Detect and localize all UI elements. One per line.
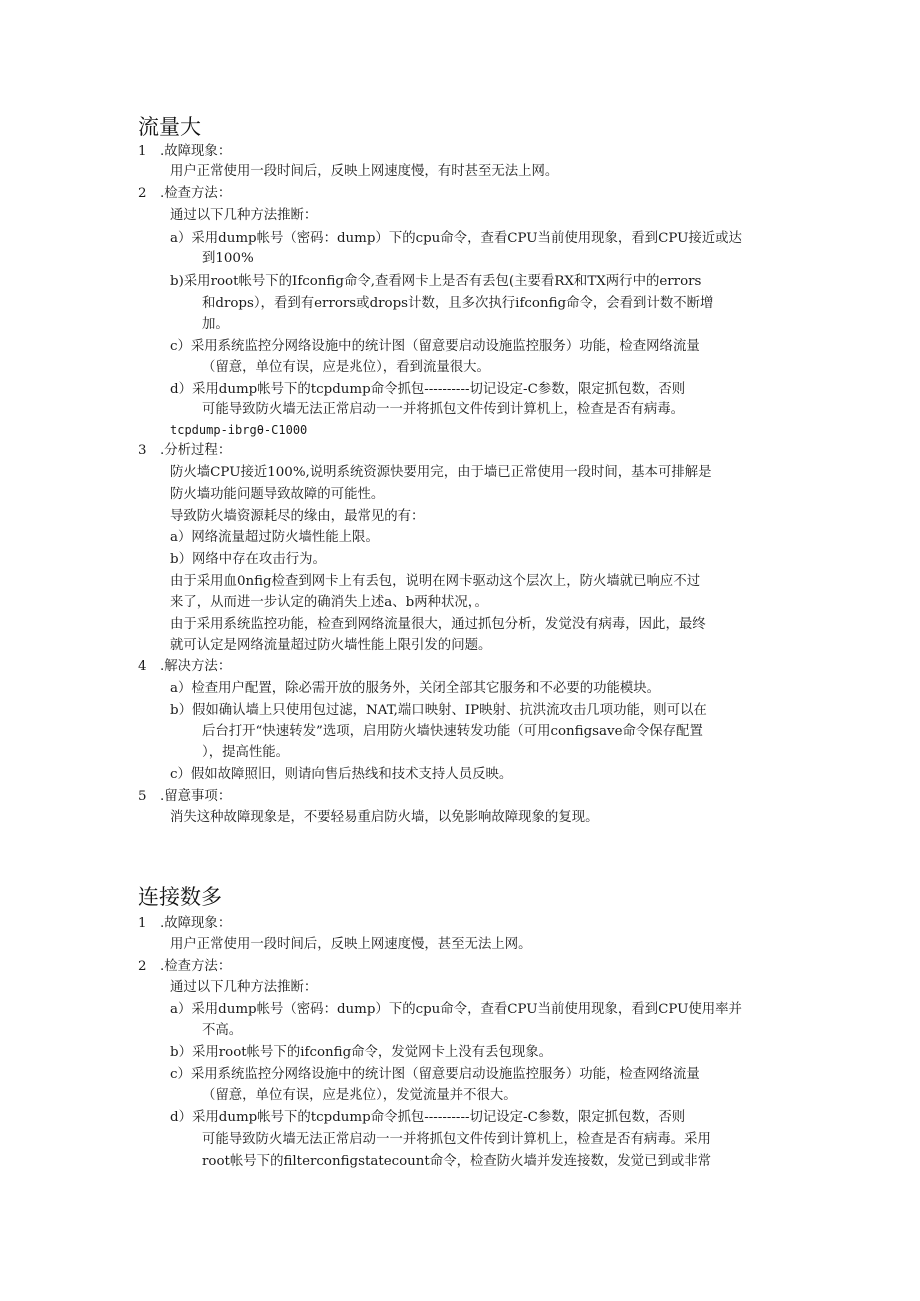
list-item-line: b）网络中存在攻击行为。 [170, 552, 326, 567]
item-heading: .留意事项： [160, 789, 232, 804]
paragraph-line: 通过以下几种方法推断： [170, 208, 318, 223]
paragraph-line: 来了，从而进一步认定的确消失上述a、b两种状况，。 [170, 595, 488, 610]
list-item-line: root帐号下的filterconfigstatecount命令，检查防火墙并发连接数，发觉已到或非常 [202, 1154, 712, 1169]
item-heading: .故障现象： [160, 916, 232, 931]
list-item-line: d）采用dump帐号下的tcpdump命令抓包----------切记设定-C参数，限定抓包数，否则 [170, 1110, 686, 1125]
item-number: 5 [138, 789, 147, 804]
item-number: 2 [138, 186, 147, 201]
item-heading: .故障现象： [160, 144, 232, 159]
list-item-line: b）假如确认墙上只使用包过滤，NAT,端口映射、IP映射、抗洪流攻击几项功能，则可以在 [170, 703, 707, 718]
paragraph-line: 消失这种故障现象是，不要轻易重启防火墙，以免影响故障现象的复现。 [170, 810, 599, 825]
list-item-line: 到100% [202, 251, 254, 266]
section-title: 连接数多 [138, 885, 222, 909]
list-item-line: 加。 [202, 317, 229, 332]
list-item-line: a）采用dump帐号（密码：dump）下的cpu命令，查看CPU当前使用现象，看到CPU接近或达 [170, 231, 742, 246]
command-line: tcpdump-ibrgθ-C1000 [170, 423, 308, 437]
list-item-line: b)采用root帐号下的Ifconfig命令,查看网卡上是否有丢包(主要看RX和TX两行中的errors [170, 274, 702, 289]
section-title: 流量大 [138, 115, 201, 139]
list-item-line: （留意，单位有误，应是兆位），看到流量很大。 [202, 360, 490, 375]
list-item-line: 后台打开“快速转发”选项，启用防火墙快速转发功能（可用configsave命令保存配置 [202, 724, 703, 739]
paragraph-line: 由于采用系统监控功能，检查到网络流量很大，通过抓包分析，发觉没有病毒，因此，最终 [170, 617, 706, 632]
list-item-line: b）采用root帐号下的ifconfig命令，发觉网卡上没有丢包现象。 [170, 1045, 552, 1060]
list-item-line: c）采用系统监控分网络设施中的统计图（留意要启动设施监控服务）功能，检查网络流量 [170, 339, 700, 354]
paragraph-line: 防火墙功能问题导致故障的可能性。 [170, 487, 385, 502]
paragraph-line: 用户正常使用一段时间后，反映上网速度慢，有时甚至无法上网。 [170, 164, 559, 179]
item-heading: .解决方法： [160, 659, 232, 674]
list-item-line: c）采用系统监控分网络设施中的统计图（留意要启动设施监控服务）功能，检查网络流量 [170, 1067, 700, 1082]
item-heading: .检查方法： [160, 186, 232, 201]
item-number: 4 [138, 659, 147, 674]
paragraph-line: 用户正常使用一段时间后，反映上网速度慢，甚至无法上网。 [170, 937, 532, 952]
list-item-line: a）网络流量超过防火墙性能上限。 [170, 530, 379, 545]
item-number: 1 [138, 916, 147, 931]
list-item-line: a）采用dump帐号（密码：dump）下的cpu命令，查看CPU当前使用现象，看到CPU使用率并 [170, 1002, 742, 1017]
item-number: 2 [138, 959, 147, 974]
list-item-line: 可能导致防火墙无法正常启动一一并将抓包文件传到计算机上，检查是否有病毒。 [202, 402, 685, 417]
paragraph-line: 导致防火墙资源耗尽的缘由，最常见的有： [170, 509, 425, 524]
paragraph-line: 通过以下几种方法推断： [170, 980, 318, 995]
list-item-line: 不高。 [202, 1023, 243, 1038]
item-number: 1 [138, 144, 147, 159]
list-item-line: 可能导致防火墙无法正常启动一一并将抓包文件传到计算机上，检查是否有病毒。采用 [202, 1132, 711, 1147]
item-heading: .检查方法： [160, 959, 232, 974]
paragraph-line: 就可认定是网络流量超过防火墙性能上限引发的问题。 [170, 638, 492, 653]
paragraph-line: 防火墙CPU接近100%,说明系统资源快要用完，由于墙已正常使用一段时间，基本可排解是 [170, 465, 712, 480]
paragraph-line: 由于采用血0nfig检查到网卡上有丢包，说明在网卡驱动这个层次上，防火墙就已响应不过 [170, 574, 701, 589]
item-number: 3 [138, 443, 147, 458]
list-item-line: ），提高性能。 [202, 745, 290, 760]
list-item-line: （留意，单位有误，应是兆位），发觉流量并不很大。 [202, 1088, 517, 1103]
list-item-line: 和drops），看到有errors或drops计数，且多次执行ifconfig命令，会看到计数不断增 [202, 296, 714, 311]
item-heading: .分析过程： [160, 443, 232, 458]
list-item-line: d）采用dump帐号下的tcpdump命令抓包----------切记设定-C参数，限定抓包数，否则 [170, 382, 686, 397]
list-item-line: a）检查用户配置，除必需开放的服务外，关闭全部其它服务和不必要的功能模块。 [170, 681, 661, 696]
list-item-line: c）假如故障照旧，则请向售后热线和技术支持人员反映。 [170, 767, 513, 782]
